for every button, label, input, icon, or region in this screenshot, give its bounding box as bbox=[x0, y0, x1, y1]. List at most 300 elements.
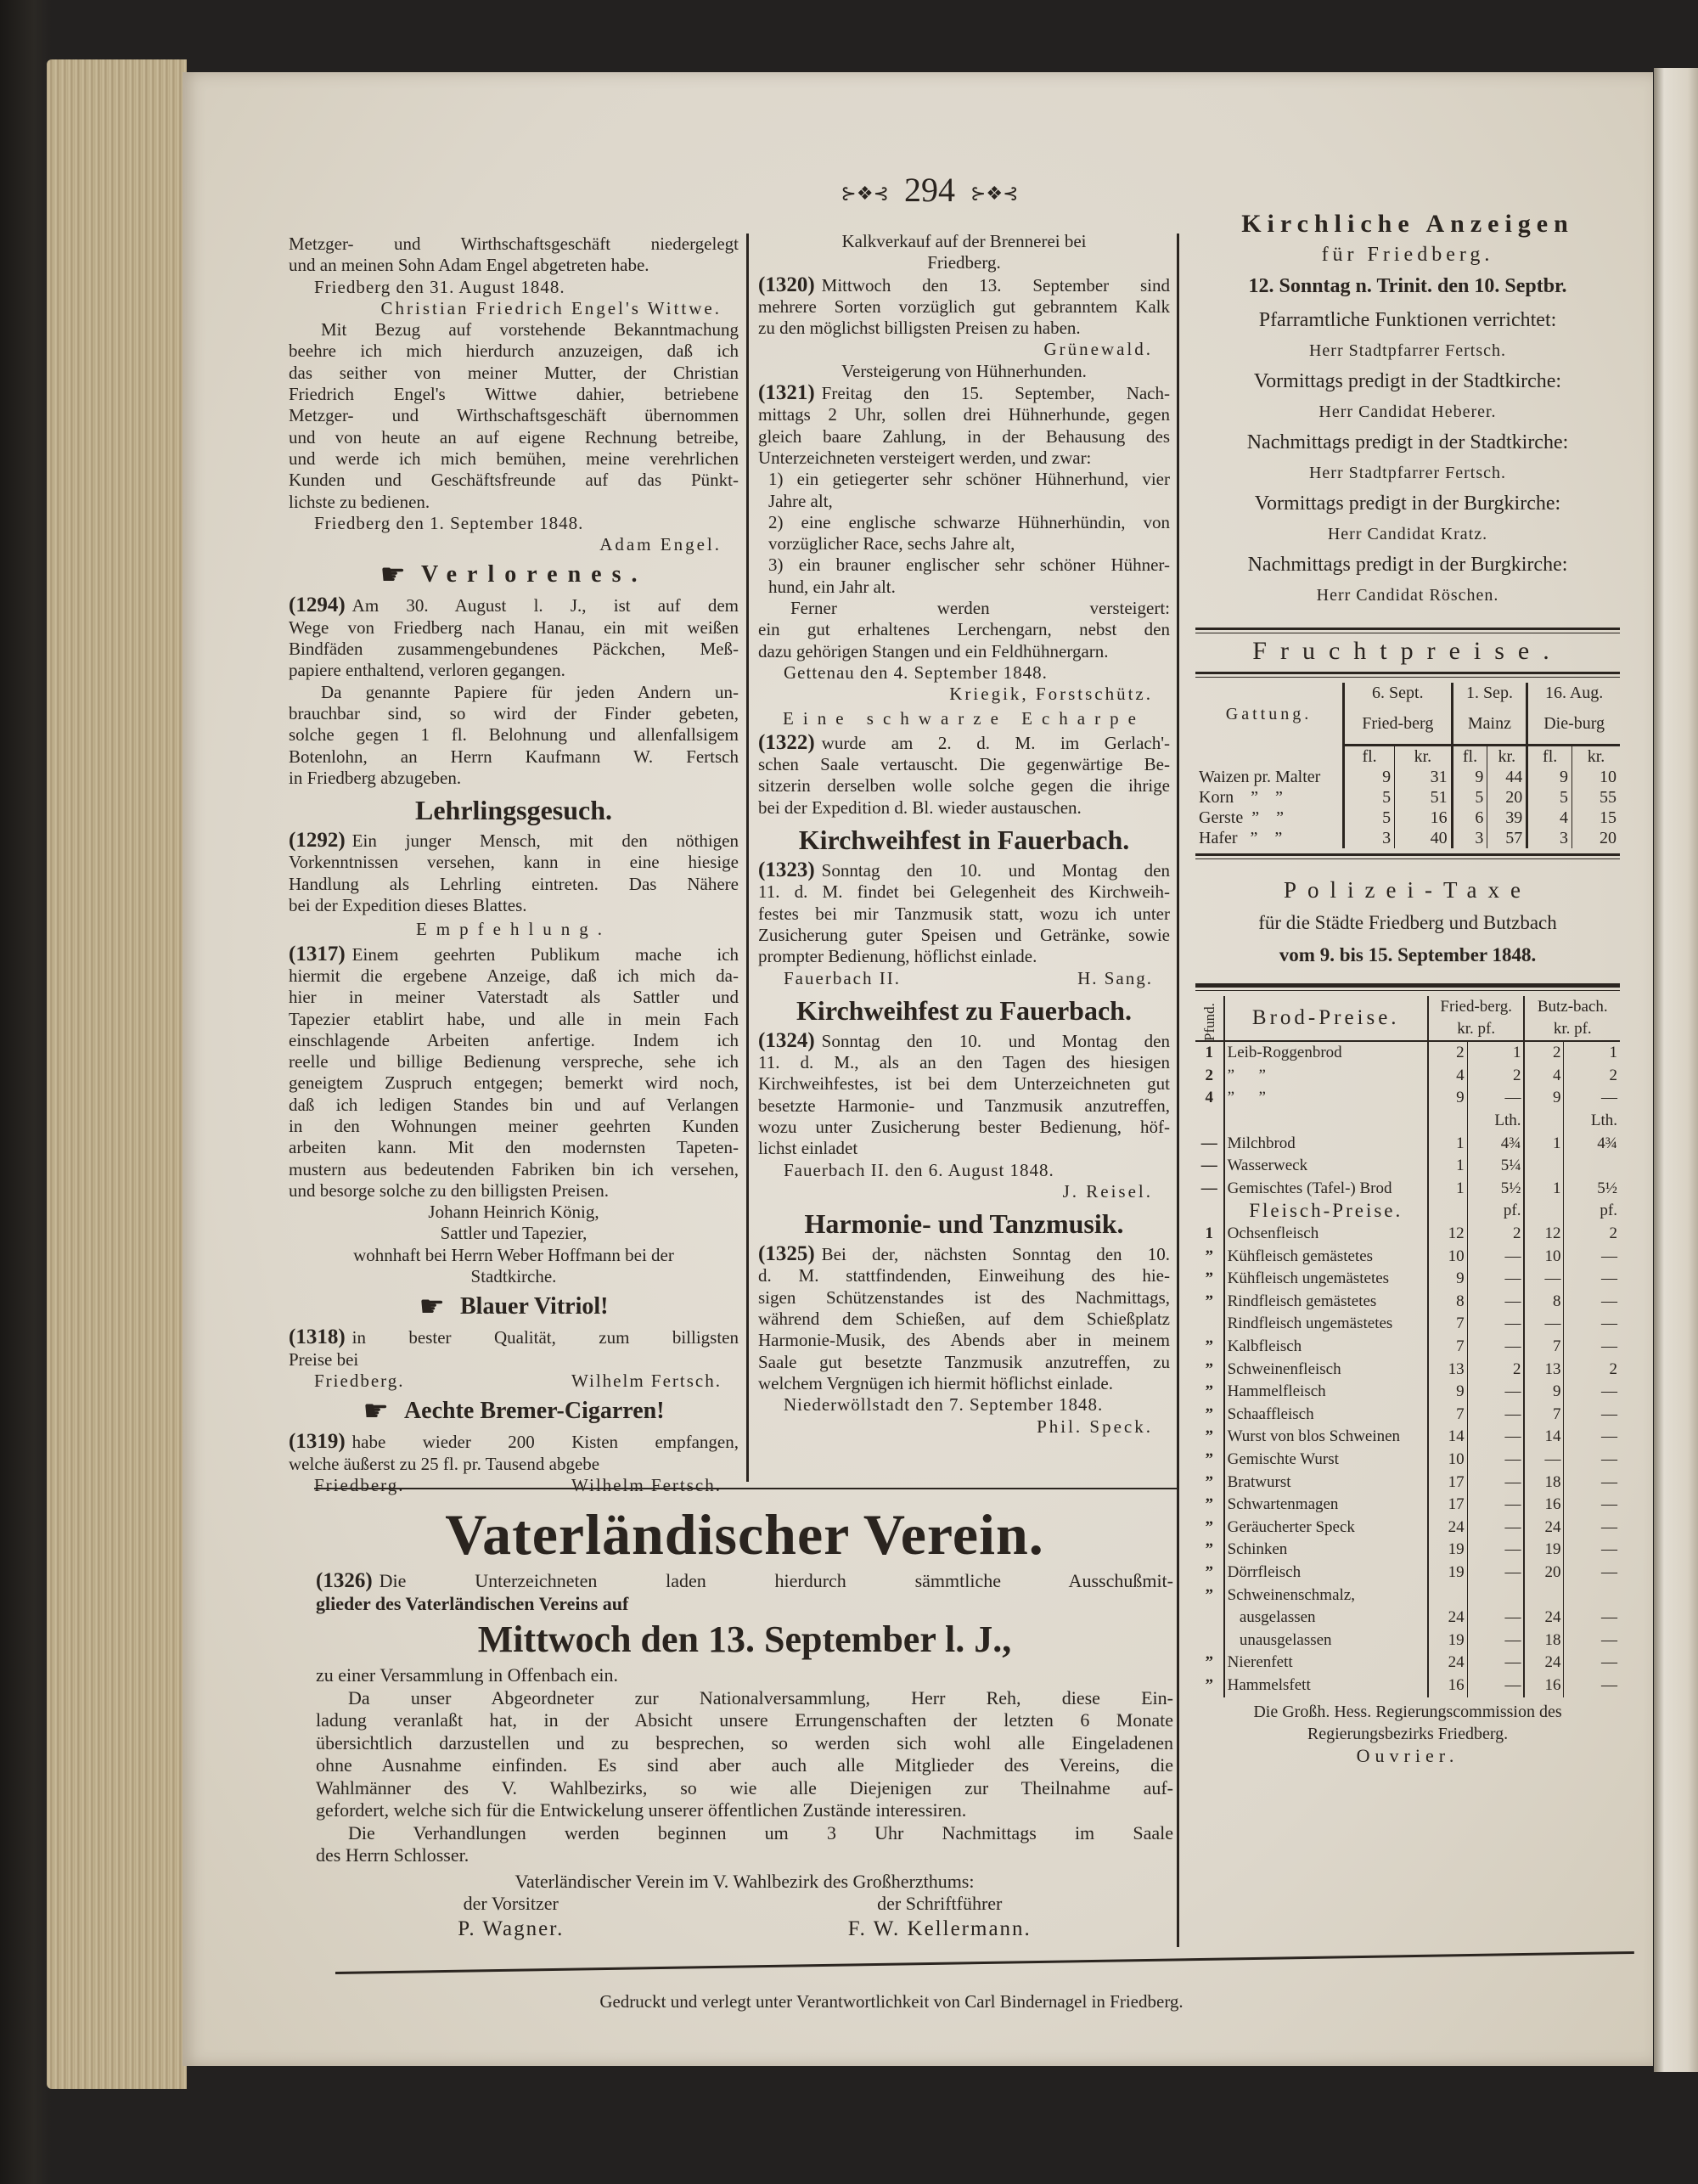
price-value: 20 bbox=[1572, 828, 1620, 848]
item-name: Fleisch-Preise. bbox=[1224, 1200, 1428, 1223]
price-value bbox=[1467, 1585, 1524, 1607]
price-value bbox=[1524, 1585, 1563, 1607]
column-divider bbox=[1177, 234, 1179, 1947]
price-value: 18 bbox=[1524, 1472, 1563, 1494]
price-value: 2 bbox=[1524, 1041, 1563, 1065]
paragraph bbox=[289, 1431, 739, 1475]
line: und besorge solche zu den billigsten Preisen. bbox=[289, 1179, 609, 1201]
line: Bindfäden zusammengebundenes Päckchen, Meß- bbox=[289, 639, 739, 660]
price-value: — bbox=[1564, 1426, 1620, 1449]
pfund-value: ” bbox=[1205, 1540, 1214, 1559]
price-value: — bbox=[1564, 1539, 1620, 1562]
line: Kriegik, Forstschütz. bbox=[949, 684, 1153, 705]
table-row bbox=[1195, 1268, 1620, 1291]
price-value bbox=[1524, 1155, 1563, 1178]
price-value: — bbox=[1564, 1291, 1620, 1314]
line: solche gegen 1 fl. Belohnung und allenfallsigem bbox=[289, 724, 739, 746]
line: und werde ich mich bemühen, meine verehrlichen bbox=[289, 447, 739, 469]
line bbox=[758, 1243, 1170, 1265]
church-notices bbox=[1195, 208, 1620, 609]
item-name: Kühfleisch gemästetes bbox=[1224, 1246, 1428, 1269]
list-item bbox=[758, 512, 1170, 555]
section-heading: Kirchweihfest zu Fauerbach. bbox=[796, 994, 1132, 1026]
line: geneigtem Zuspruch entgegen; bemerkt wird noch, bbox=[289, 1072, 739, 1094]
church-line: Pfarramtliche Funktionen verrichtet: bbox=[1258, 309, 1557, 331]
price-value: — bbox=[1564, 1246, 1620, 1269]
chair-label: der Vorsitzer bbox=[463, 1893, 559, 1914]
pfund-value: — bbox=[1200, 1134, 1217, 1152]
ad-number: (1320) bbox=[758, 273, 815, 296]
line: bei der Expedition d. Bl. wieder austauschen. bbox=[758, 796, 1082, 818]
body-line: Die Verhandlungen werden beginnen um 3 Uhr Nachmittags im Saale bbox=[348, 1821, 1173, 1843]
pointing-hand-icon: ☛ bbox=[363, 1394, 389, 1429]
date-header: 6. Sept. bbox=[1344, 683, 1453, 703]
dateline bbox=[758, 1160, 1170, 1181]
table-row bbox=[1195, 1110, 1620, 1133]
line: 3) ein brauner englischer sehr schöner Hühner- bbox=[768, 554, 1170, 576]
price-value: 9 bbox=[1527, 767, 1572, 787]
price-value: — bbox=[1467, 1268, 1524, 1291]
item-name: Nierenfett bbox=[1224, 1652, 1428, 1675]
signature bbox=[758, 1181, 1170, 1202]
price-value: 5 bbox=[1527, 787, 1572, 808]
heading-text: Blauer Vitriol! bbox=[460, 1293, 609, 1320]
chair bbox=[458, 1893, 564, 1943]
price-value: — bbox=[1564, 1404, 1620, 1427]
line: wohnhaft bei Herrn Weber Hoffmann bei der bbox=[353, 1244, 674, 1265]
line-text: in bester Qualität, zum billigsten bbox=[351, 1327, 739, 1348]
grain-type: Hafer ” ” bbox=[1199, 829, 1283, 848]
date-header: 1. Sep. bbox=[1452, 683, 1527, 703]
price-value: 13 bbox=[1428, 1359, 1467, 1382]
ad-number: (1321) bbox=[758, 381, 815, 405]
item-name: Schwartenmagen bbox=[1224, 1494, 1428, 1517]
price-value: 3 bbox=[1452, 828, 1487, 848]
chair-name: P. Wagner. bbox=[458, 1917, 565, 1940]
paragraph bbox=[289, 234, 739, 277]
line: 1) ein getiegerter sehr schöner Hühnerhund, vier bbox=[768, 469, 1170, 490]
line: in Friedberg abzugeben. bbox=[289, 767, 462, 788]
line: brauchbar sind, so wird der Finder gebeten, bbox=[289, 702, 739, 723]
price-value: 2 bbox=[1564, 1223, 1620, 1246]
line: Stadtkirche. bbox=[470, 1266, 557, 1287]
price-value: — bbox=[1564, 1494, 1620, 1517]
ad-number: (1318) bbox=[289, 1326, 346, 1349]
table-row bbox=[1195, 1155, 1620, 1178]
table-row bbox=[1195, 828, 1620, 848]
column-divider bbox=[746, 234, 749, 1482]
line: mustern aus bedeutenden Fabriken bin ich versehen, bbox=[289, 1158, 739, 1179]
price-value: — bbox=[1467, 1291, 1524, 1314]
price-value: — bbox=[1467, 1426, 1524, 1449]
price-value: 20 bbox=[1487, 787, 1527, 808]
line: Sattler und Tapezier, bbox=[440, 1223, 588, 1244]
line: reelle und billige Bedienung verspreche, sehe ich bbox=[289, 1051, 739, 1072]
price-value: — bbox=[1564, 1268, 1620, 1291]
section-heading: Harmonie- und Tanzmusik. bbox=[804, 1208, 1124, 1240]
price-value: 19 bbox=[1428, 1562, 1467, 1585]
unit-header: fl. bbox=[1527, 746, 1572, 768]
price-value: — bbox=[1564, 1381, 1620, 1404]
line: Johann Heinrich König, bbox=[428, 1202, 599, 1223]
line: einschlagende Arbeiten anfertige. Indem ich bbox=[289, 1029, 739, 1050]
pfund-value bbox=[1195, 1313, 1224, 1336]
line: daß ich ledigen Standes bin und auf Verlangen bbox=[289, 1094, 739, 1115]
paragraph bbox=[289, 943, 739, 1202]
price-value: — bbox=[1467, 1449, 1524, 1472]
line: ein gut erhaltenes Lerchengarn, nebst den bbox=[758, 619, 1170, 640]
grain-type: Korn ” ” bbox=[1199, 788, 1283, 808]
item-name: Gemischte Wurst bbox=[1224, 1449, 1428, 1472]
paragraph bbox=[758, 859, 1170, 967]
imprint: Gedruckt und verlegt unter Verantwortlichkeit von Carl Bindernagel in Friedberg. bbox=[599, 1991, 1184, 2012]
police-tax-period: vom 9. bis 15. September 1848. bbox=[1279, 944, 1537, 966]
line: Harmonie-Musik, des Abends aber in meinem bbox=[758, 1330, 1170, 1351]
price-value: 4 bbox=[1524, 1065, 1563, 1088]
line-text: Freitag den 15. September, Nach- bbox=[821, 383, 1170, 404]
signature-line: Ouvrier. bbox=[1356, 1744, 1459, 1766]
grain-type: Gerste ” ” bbox=[1199, 808, 1284, 828]
price-value: 44 bbox=[1487, 767, 1527, 787]
police-tax-title: Polizei-Taxe bbox=[1283, 877, 1532, 903]
table-row bbox=[1195, 1607, 1620, 1630]
pfund-value: 2 bbox=[1205, 1066, 1214, 1084]
dateline bbox=[758, 1394, 1170, 1416]
section-heading bbox=[289, 559, 739, 591]
pointing-hand-icon: ☛ bbox=[419, 1290, 445, 1325]
line-text: Ein junger Mensch, mit den nöthigen bbox=[351, 830, 739, 852]
table-row bbox=[1195, 1359, 1620, 1382]
price-value: 16 bbox=[1395, 808, 1453, 828]
signature bbox=[289, 534, 739, 555]
price-value bbox=[1524, 1200, 1563, 1223]
line-text: Die Unterzeichneten laden hierdurch sämmtliche Ausschußmit- bbox=[379, 1570, 1173, 1591]
price-value: 1 bbox=[1524, 1133, 1563, 1156]
line: dazu gehörigen Stangen und ein Feldhühnergarn. bbox=[758, 640, 1109, 661]
price-value: — bbox=[1564, 1472, 1620, 1494]
meeting-date: Mittwoch den 13. September l. J., bbox=[477, 1618, 1012, 1660]
middle-column bbox=[758, 231, 1170, 1438]
paragraph bbox=[758, 1243, 1170, 1394]
line: während dem Schießen, auf dem Schießplatz bbox=[758, 1309, 1170, 1330]
item-name: Gemischtes (Tafel-) Brod bbox=[1224, 1178, 1428, 1201]
table-row bbox=[1195, 1133, 1620, 1156]
pfund-value: ” bbox=[1205, 1653, 1214, 1672]
item-name: Rindfleisch ungemästetes bbox=[1224, 1313, 1428, 1336]
table-row bbox=[1195, 808, 1620, 828]
place-name: Friedberg. bbox=[314, 1370, 405, 1391]
table-row bbox=[1195, 1178, 1620, 1201]
price-value: — bbox=[1564, 1675, 1620, 1697]
ad-number: (1323) bbox=[758, 858, 815, 882]
item-name: Schweinenschmalz, bbox=[1224, 1585, 1428, 1607]
line-text: habe wieder 200 Kisten empfangen, bbox=[351, 1432, 739, 1453]
pfund-value bbox=[1195, 1630, 1224, 1652]
line: Vorkenntnissen versehen, kann in eine hiesige bbox=[289, 852, 739, 873]
line: Kalkverkauf auf der Brennerei bei bbox=[841, 231, 1087, 251]
price-value: 4¾ bbox=[1564, 1133, 1620, 1156]
price-value: 13 bbox=[1524, 1359, 1563, 1382]
price-value: 7 bbox=[1524, 1404, 1563, 1427]
item-name: ” ” bbox=[1224, 1065, 1428, 1088]
item-name: Rindfleisch gemästetes bbox=[1224, 1291, 1428, 1314]
price-value bbox=[1524, 1110, 1563, 1133]
price-value: 51 bbox=[1395, 787, 1453, 808]
paragraph bbox=[289, 1326, 739, 1371]
body-line: Wahlmänner des V. Wahlbezirks, so wie alle Diejenigen zur Theilnahme auf- bbox=[316, 1776, 1173, 1798]
price-value: 1 bbox=[1524, 1178, 1563, 1201]
pfund-value: ” bbox=[1205, 1404, 1214, 1423]
unit-header: kr. bbox=[1487, 746, 1527, 768]
line: Wege von Friedberg nach Hanau, ein mit weißen bbox=[289, 616, 739, 638]
double-rule bbox=[1195, 983, 1620, 991]
price-value: 24 bbox=[1524, 1652, 1563, 1675]
line: Friedberg. bbox=[927, 252, 1001, 273]
price-value: 24 bbox=[1524, 1607, 1563, 1630]
line: 2) eine englische schwarze Hühnerhündin, von bbox=[768, 511, 1170, 532]
paragraph bbox=[289, 682, 739, 789]
price-value: 7 bbox=[1428, 1404, 1467, 1427]
line bbox=[289, 830, 739, 852]
ad-number: (1324) bbox=[758, 1028, 815, 1052]
line: Jahre alt, bbox=[768, 490, 833, 511]
price-value bbox=[1564, 1585, 1620, 1607]
line: beehre ich mich hierdurch anzuzeigen, daß ich bbox=[289, 341, 739, 362]
price-value: — bbox=[1467, 1607, 1524, 1630]
item-name: Ochsenfleisch bbox=[1224, 1223, 1428, 1246]
pfund-value: ” bbox=[1205, 1359, 1214, 1378]
page-number-text: 294 bbox=[904, 171, 955, 209]
paragraph bbox=[289, 319, 739, 513]
line: hiermit die ergebene Anzeige, daß ich mich da- bbox=[289, 965, 739, 986]
line bbox=[289, 943, 739, 965]
line: in den Wohnungen meiner geehrten Kunden bbox=[289, 1115, 739, 1136]
unit-header: fl. bbox=[1344, 746, 1395, 768]
bread-meat-prices-table bbox=[1195, 996, 1620, 1697]
church-line: Herr Stadtpfarrer Fertsch. bbox=[1308, 341, 1507, 360]
price-value: 9 bbox=[1344, 767, 1395, 787]
item-name: Schaaffleisch bbox=[1224, 1404, 1428, 1427]
table-row bbox=[1195, 1517, 1620, 1539]
section-heading bbox=[289, 1395, 739, 1427]
line: wozu unter Zusicherung bester Bedienung, höf- bbox=[758, 1116, 1170, 1137]
church-line: Herr Candidat Röschen. bbox=[1316, 586, 1499, 605]
secretary-name: F. W. Kellermann. bbox=[847, 1917, 1032, 1940]
centered-text bbox=[289, 1202, 739, 1287]
line: lichst einladet bbox=[758, 1138, 858, 1159]
verein-announcement bbox=[316, 1499, 1173, 1943]
line bbox=[289, 1326, 739, 1348]
line: Adam Engel. bbox=[599, 534, 722, 555]
price-value: — bbox=[1467, 1087, 1524, 1110]
price-value: 7 bbox=[1524, 1336, 1563, 1359]
price-value: 3 bbox=[1527, 828, 1572, 848]
item-name: Milchbrod bbox=[1224, 1133, 1428, 1156]
item-name: Schinken bbox=[1224, 1539, 1428, 1562]
pfund-value bbox=[1195, 1110, 1224, 1133]
line: und von heute an auf eigene Rechnung betreibe, bbox=[289, 426, 739, 447]
pfund-value: ” bbox=[1205, 1675, 1214, 1694]
price-value: 24 bbox=[1428, 1517, 1467, 1539]
price-value: 16 bbox=[1428, 1675, 1467, 1697]
price-value: — bbox=[1467, 1630, 1524, 1652]
price-value: — bbox=[1467, 1675, 1524, 1697]
pfund-value bbox=[1195, 1200, 1224, 1223]
body-line: ladung veranlaßt hat, in der Absicht unsere Errungenschaften der letzten 6 Monate bbox=[316, 1709, 1173, 1731]
dateline bbox=[289, 513, 739, 534]
line: das seither von meiner Mutter, der Christian bbox=[289, 362, 739, 383]
church-line: 12. Sonntag n. Trinit. den 10. Septbr. bbox=[1248, 275, 1567, 297]
item-name: Geräucherter Speck bbox=[1224, 1517, 1428, 1539]
line: Metzger- und Wirthschaftsgeschäft übernommen bbox=[289, 405, 739, 426]
line bbox=[758, 732, 1170, 754]
dateline bbox=[758, 662, 1170, 684]
price-value: 2 bbox=[1467, 1065, 1524, 1088]
line: prompter Bedienung, höflichst einlade. bbox=[758, 946, 1037, 967]
line-text: Am 30. August l. J., ist auf dem bbox=[351, 595, 739, 616]
line: mittags 2 Uhr, sollen drei Hühnerhunde, gegen bbox=[758, 404, 1170, 425]
pfund-value: ” bbox=[1205, 1585, 1214, 1604]
city-header bbox=[1524, 996, 1620, 1041]
church-line: Nachmittags predigt in der Stadtkirche: bbox=[1246, 431, 1569, 453]
place-name: Friedberg. bbox=[314, 1474, 405, 1495]
table-row bbox=[1195, 1313, 1620, 1336]
price-value: 8 bbox=[1524, 1291, 1563, 1314]
price-value: — bbox=[1524, 1268, 1563, 1291]
line bbox=[289, 1431, 739, 1453]
line: Friedberg den 31. August 1848. bbox=[314, 276, 565, 297]
table-row bbox=[1195, 1472, 1620, 1494]
pfund-value: 4 bbox=[1205, 1089, 1214, 1107]
table-row bbox=[1195, 1585, 1620, 1607]
line: Zusicherung guter Speisen und Getränke, sowie bbox=[758, 924, 1170, 945]
price-value: 19 bbox=[1428, 1630, 1467, 1652]
price-value: — bbox=[1564, 1313, 1620, 1336]
price-value bbox=[1428, 1585, 1467, 1607]
line: Botenlohn, an Herrn Kaufmann W. Fertsch bbox=[289, 746, 739, 767]
table-row bbox=[1195, 1336, 1620, 1359]
section-heading: Eine schwarze Echarpe bbox=[783, 707, 1145, 729]
price-value: 17 bbox=[1428, 1472, 1467, 1494]
table-row bbox=[1195, 1675, 1620, 1697]
price-value: 3 bbox=[1344, 828, 1395, 848]
price-value: 40 bbox=[1395, 828, 1453, 848]
city-header bbox=[1428, 996, 1525, 1041]
signer-name: H. Sang. bbox=[1077, 967, 1153, 988]
price-value: 10 bbox=[1428, 1246, 1467, 1269]
line: J. Reisel. bbox=[1062, 1180, 1153, 1202]
bread-title: Brod-Preise. bbox=[1224, 996, 1428, 1041]
ad-number: (1322) bbox=[758, 730, 815, 754]
table-row bbox=[1195, 1223, 1620, 1246]
body-line: Da unser Abgeordneter zur Nationalversammlung, Herr Reh, diese Ein- bbox=[348, 1686, 1173, 1708]
paragraph bbox=[758, 274, 1170, 340]
line: arbeiten kann. Mit den modernsten Tapeten- bbox=[289, 1137, 739, 1158]
table-row bbox=[1195, 1065, 1620, 1088]
place-header: Die-burg bbox=[1527, 703, 1620, 746]
table-row bbox=[1195, 1041, 1620, 1065]
price-value: 2 bbox=[1564, 1359, 1620, 1382]
price-value: 14 bbox=[1524, 1426, 1563, 1449]
price-value: — bbox=[1467, 1381, 1524, 1404]
unit-label: kr. pf. bbox=[1457, 1020, 1496, 1039]
price-value: 8 bbox=[1428, 1291, 1467, 1314]
item-name: Wasserweck bbox=[1224, 1155, 1428, 1178]
price-value: 1 bbox=[1428, 1155, 1467, 1178]
price-value: 5 bbox=[1344, 787, 1395, 808]
pfund-value: ” bbox=[1205, 1337, 1214, 1356]
table-row bbox=[1195, 1381, 1620, 1404]
price-value: 9 bbox=[1428, 1268, 1467, 1291]
price-value: 10 bbox=[1428, 1449, 1467, 1472]
pfund-value: ” bbox=[1205, 1495, 1214, 1514]
line: d. M. stattfindenden, Einweihung des hie- bbox=[758, 1265, 1170, 1286]
line: Fauerbach II. den 6. August 1848. bbox=[784, 1159, 1054, 1180]
list-item bbox=[758, 469, 1170, 512]
church-line: Herr Stadtpfarrer Fertsch. bbox=[1308, 464, 1507, 482]
price-value bbox=[1564, 1155, 1620, 1178]
table-row bbox=[1195, 1404, 1620, 1427]
price-value: 1 bbox=[1428, 1133, 1467, 1156]
fruit-prices-table bbox=[1195, 683, 1620, 848]
price-value: 24 bbox=[1524, 1517, 1563, 1539]
line: welchem Vergnügen ich hiermit höflichst einlade. bbox=[758, 1372, 1113, 1393]
header-row bbox=[1195, 996, 1620, 1041]
grain-type: Waizen pr. Malter bbox=[1199, 768, 1321, 787]
price-value: — bbox=[1467, 1472, 1524, 1494]
item-name: ausgelassen bbox=[1224, 1607, 1428, 1630]
table-row bbox=[1195, 1246, 1620, 1269]
church-line: Nachmittags predigt in der Burgkirche: bbox=[1247, 554, 1568, 576]
church-line: Vormittags predigt in der Burgkirche: bbox=[1254, 493, 1561, 515]
table-row bbox=[1195, 1426, 1620, 1449]
ornament-icon: ⊱❖⊰ bbox=[970, 182, 1019, 204]
price-value: 1 bbox=[1564, 1041, 1620, 1065]
pfund-value bbox=[1195, 1607, 1224, 1630]
price-value: 10 bbox=[1524, 1246, 1563, 1269]
page-number bbox=[815, 170, 1044, 210]
price-value: 17 bbox=[1428, 1494, 1467, 1517]
pfund-value: — bbox=[1200, 1179, 1217, 1197]
line-text: wurde am 2. d. M. im Gerlach'- bbox=[821, 732, 1170, 753]
item-name: Kühfleisch ungemästetes bbox=[1224, 1268, 1428, 1291]
signer-name: Wilhelm Fertsch. bbox=[571, 1370, 722, 1391]
church-line: Herr Candidat Kratz. bbox=[1327, 525, 1488, 543]
price-value: 55 bbox=[1572, 787, 1620, 808]
signature-line bbox=[289, 1371, 739, 1392]
price-value: 12 bbox=[1524, 1223, 1563, 1246]
paragraph bbox=[758, 1030, 1170, 1160]
line: 11. d. M., als an den Tagen des hiesigen bbox=[758, 1052, 1170, 1073]
ad-number: (1325) bbox=[758, 1242, 815, 1266]
verein-intro-line: glieder des Vaterländischen Vereins auf bbox=[316, 1592, 629, 1614]
signature bbox=[758, 1416, 1170, 1438]
price-value: — bbox=[1467, 1539, 1524, 1562]
unit-header: kr. bbox=[1572, 746, 1620, 768]
list-item bbox=[758, 554, 1170, 598]
price-value: 20 bbox=[1524, 1562, 1563, 1585]
line: Saale gut besetzte Tanzmusik anzutreffen, zu bbox=[758, 1351, 1170, 1372]
place-name: Fauerbach II. bbox=[784, 967, 901, 988]
signature bbox=[289, 298, 739, 319]
price-value: — bbox=[1467, 1494, 1524, 1517]
line: mehrere Sorten vorzüglich gut gebranntem Kalk bbox=[758, 296, 1170, 317]
line: vorzüglicher Race, sechs Jahre alt, bbox=[768, 533, 1015, 554]
item-list bbox=[758, 469, 1170, 598]
price-value: pf. bbox=[1467, 1200, 1524, 1223]
centered-text bbox=[758, 231, 1170, 274]
ad-number: (1317) bbox=[289, 942, 346, 965]
